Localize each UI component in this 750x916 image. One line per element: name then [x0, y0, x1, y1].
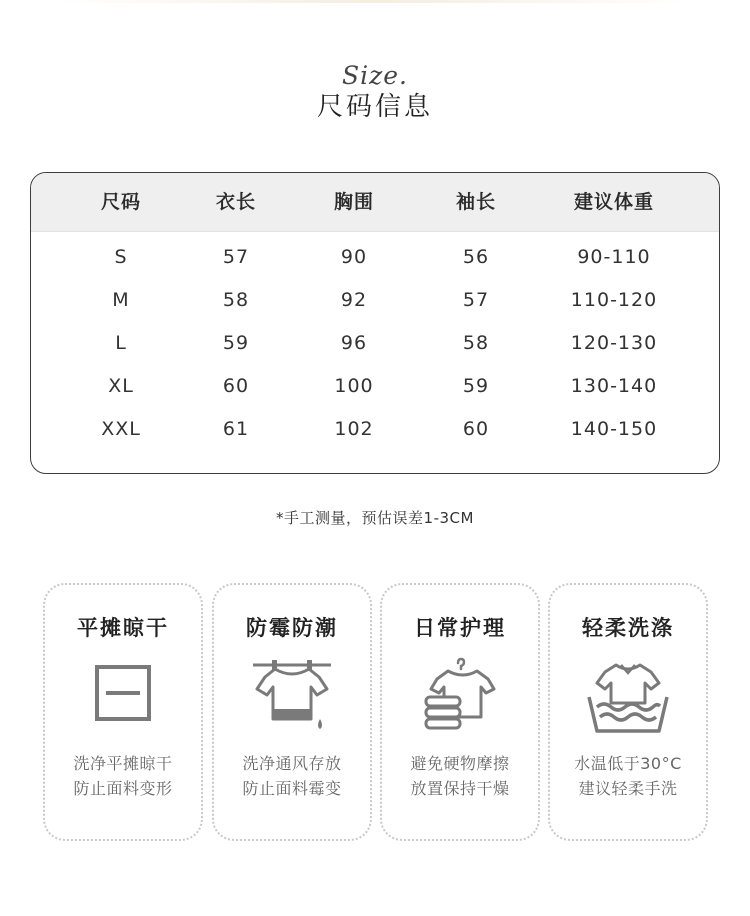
table-cell: 60 — [222, 375, 250, 397]
care-description — [382, 751, 538, 801]
table-header — [31, 173, 719, 232]
table-cell: 56 — [462, 246, 490, 268]
care-description — [45, 751, 201, 801]
care-description — [550, 751, 706, 801]
table-cell: L — [115, 332, 127, 354]
table-cell: 61 — [222, 418, 250, 440]
table-row — [31, 365, 719, 408]
column-header-weight: 建议体重 — [573, 191, 655, 213]
table-row — [31, 322, 719, 365]
size-table — [30, 172, 720, 474]
table-cell: 58 — [462, 332, 490, 354]
table-cell: 59 — [222, 332, 250, 354]
table-cell: 120-130 — [570, 332, 658, 354]
care-line: 建议轻柔手洗 — [578, 779, 678, 798]
table-cell: 96 — [340, 332, 368, 354]
care-line: 避免硬物摩擦 — [410, 754, 510, 773]
table-cell: 57 — [462, 289, 490, 311]
table-cell: 60 — [462, 418, 490, 440]
measurement-note: *手工测量，预估误差1-3CM — [276, 509, 474, 527]
table-cell: S — [114, 246, 128, 268]
care-title: 轻柔洗涤 — [582, 616, 674, 640]
care-line: 洗净通风存放 — [242, 754, 342, 773]
table-cell: 110-120 — [570, 289, 658, 311]
folded-clothes-icon — [415, 657, 505, 737]
care-line: 防止面料霉变 — [242, 779, 342, 798]
table-row — [31, 236, 719, 279]
table-cell: 90 — [340, 246, 368, 268]
care-line: 水温低于30°C — [574, 754, 682, 773]
top-decoration-strip — [60, 0, 690, 3]
table-row — [31, 279, 719, 322]
care-card-gentle-wash — [548, 583, 708, 841]
table-cell: 59 — [462, 375, 490, 397]
table-row — [31, 408, 719, 451]
table-cell: 102 — [334, 418, 374, 440]
page-title: 尺码信息 — [316, 92, 433, 122]
care-card-daily-care — [380, 583, 540, 841]
table-cell: 130-140 — [570, 375, 658, 397]
table-cell: M — [112, 289, 130, 311]
care-line: 防止面料变形 — [73, 779, 173, 798]
table-cell: 90-110 — [577, 246, 651, 268]
table-cell: 92 — [340, 289, 368, 311]
care-line: 洗净平摊晾干 — [73, 754, 173, 773]
table-cell: XL — [108, 375, 134, 397]
section-header — [0, 62, 750, 124]
table-cell: 140-150 — [570, 418, 658, 440]
hanging-shirt-icon — [247, 657, 337, 737]
care-card-mildew — [212, 583, 372, 841]
script-title: Size. — [341, 61, 409, 90]
column-header-size: 尺码 — [100, 191, 142, 213]
column-header-length: 衣长 — [215, 191, 257, 213]
hand-wash-icon — [583, 657, 673, 737]
flat-dry-icon — [78, 657, 168, 737]
care-card-flat-dry — [43, 583, 203, 841]
care-description — [214, 751, 370, 801]
table-body — [31, 236, 719, 451]
table-cell: XXL — [101, 418, 141, 440]
table-cell: 58 — [222, 289, 250, 311]
table-cell: 100 — [334, 375, 374, 397]
care-title: 防霉防潮 — [246, 616, 338, 640]
column-header-chest: 胸围 — [333, 191, 375, 213]
care-title: 日常护理 — [414, 616, 506, 640]
column-header-sleeve: 袖长 — [455, 191, 497, 213]
care-title: 平摊晾干 — [77, 616, 169, 640]
care-line: 放置保持干燥 — [410, 779, 510, 798]
table-cell: 57 — [222, 246, 250, 268]
